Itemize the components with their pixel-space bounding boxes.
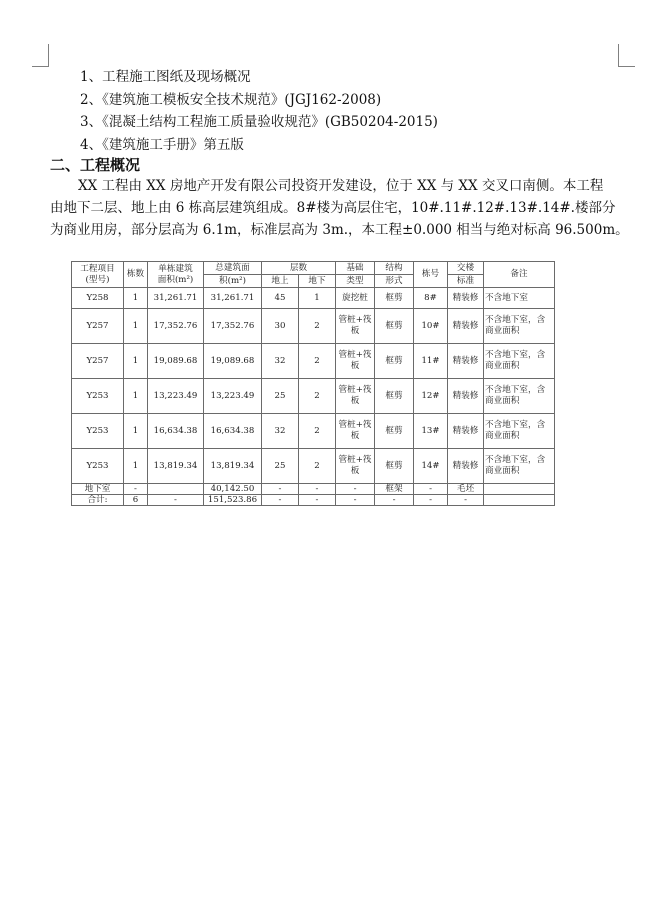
page-corner-mark-top-right (618, 44, 635, 67)
header-foundation-1: 基础 (336, 262, 375, 275)
reference-item: 1、工程施工图纸及现场概况 (80, 69, 251, 85)
header-building-no: 栋号 (414, 262, 448, 288)
paragraph-line: XX 工程由 XX 房地产开发有限公司投资开发建设，位于 XX 与 XX 交叉口南侧。本工程 (78, 178, 604, 194)
reference-list (80, 66, 438, 156)
header-delivery-1: 交楼 (448, 262, 484, 275)
reference-item: 4、《建筑施工手册》第五版 (80, 136, 244, 153)
header-floors: 层数 (262, 262, 336, 275)
project-summary-table (71, 261, 555, 506)
header-model: 工程项目 (型号) (72, 262, 124, 288)
header-count: 栋数 (124, 262, 148, 288)
table-row: Y253 1 13,819.34 13,819.34 25 2 管桩+筏板 框剪 14# 精装修 不含地下室，含商业面积 (72, 449, 555, 484)
header-structure-1: 结构 (375, 262, 414, 275)
table-row-total: 合计: 6 - 151,523.86 - - - - - - (72, 495, 555, 506)
table-row: Y257 1 17,352.76 17,352.76 30 2 管桩+筏板 框剪 10# 精装修 不含地下室，含商业面积 (72, 309, 555, 344)
paragraph-line: 由地下二层、地上由 6 栋高层建筑组成。8#楼为高层住宅，10#.11#.12#.13#.14#.楼部分 (50, 200, 616, 216)
section-title: 二、工程概况 (50, 156, 141, 174)
header-single-area: 单栋建筑 面积(m²) (148, 262, 204, 288)
header-floors-above: 地上 (262, 275, 299, 288)
page-corner-mark-top-left (32, 44, 49, 67)
reference-item: 3、《混凝土结构工程施工质量验收规范》(GB50204-2015) (80, 114, 438, 131)
header-total-area-2: 积(m²) (204, 275, 262, 288)
header-foundation-2: 类型 (336, 275, 375, 288)
table-row: Y253 1 16,634.38 16,634.38 32 2 管桩+筏板 框剪 13# 精装修 不含地下室，含商业面积 (72, 414, 555, 449)
table-row-basement: 地下室 - 40,142.50 - - - 框架 - 毛坯 (72, 484, 555, 495)
table-row: Y258 1 31,261.71 31,261.71 45 1 旋挖桩 框剪 8# 精装修 不含地下室 (72, 288, 555, 309)
project-overview-paragraph (50, 175, 629, 241)
header-floors-below: 地下 (299, 275, 336, 288)
header-total-area-1: 总建筑面 (204, 262, 262, 275)
paragraph-line: 为商业用房，部分层高为 6.1m，标准层高为 3m.，本工程±0.000 相当与绝对标高 96.500m。 (50, 222, 629, 238)
header-delivery-2: 标准 (448, 275, 484, 288)
table-row: Y257 1 19,089.68 19,089.68 32 2 管桩+筏板 框剪 11# 精装修 不含地下室，含商业面积 (72, 344, 555, 379)
header-structure-2: 形式 (375, 275, 414, 288)
table-row: Y253 1 13,223.49 13,223.49 25 2 管桩+筏板 框剪 12# 精装修 不含地下室，含商业面积 (72, 379, 555, 414)
header-remark: 备注 (484, 262, 555, 288)
reference-item: 2、《建筑施工模板安全技术规范》(JGJ162-2008) (80, 91, 382, 108)
